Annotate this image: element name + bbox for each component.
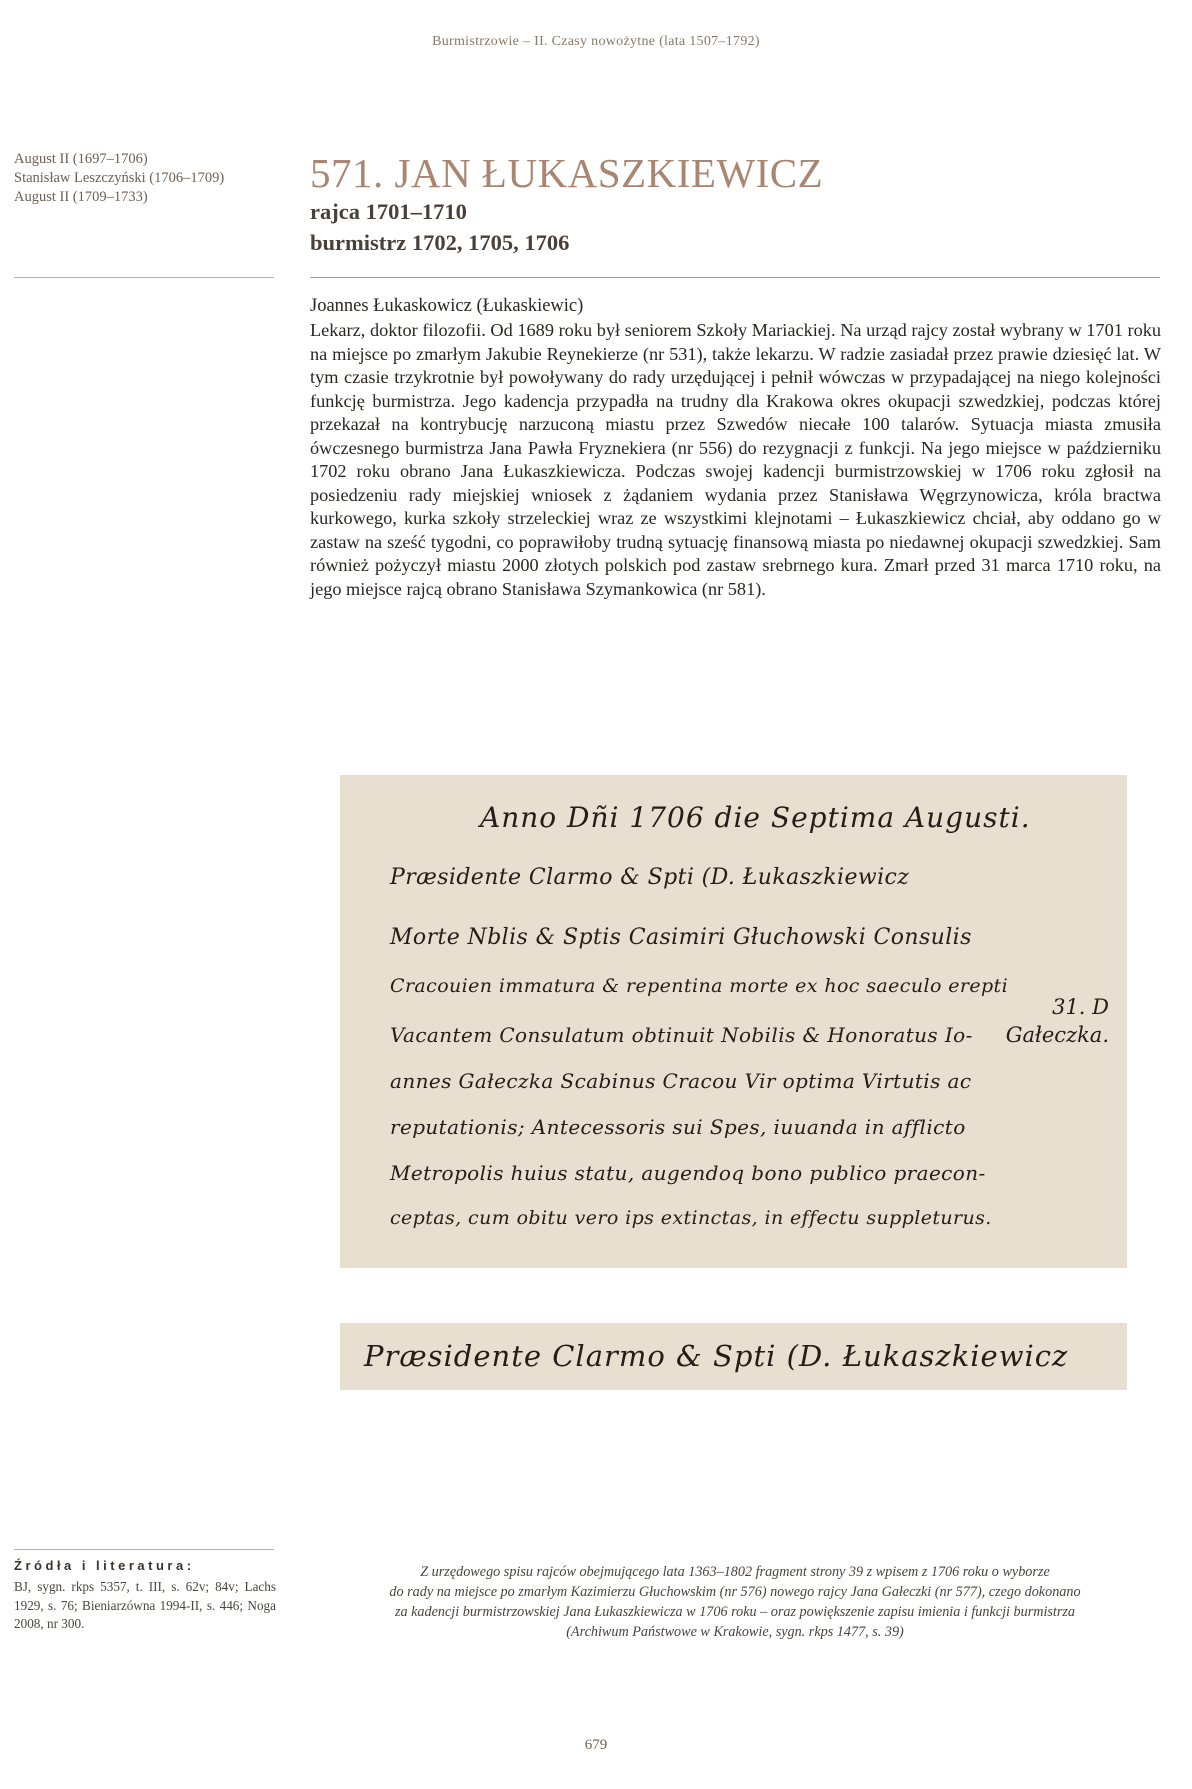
sources-heading: Źródła i literatura: bbox=[14, 1558, 195, 1573]
caption-line: do rady na miejsce po zmarłym Kazimierzu Głuchowskim (nr 576) nowego rajcy Jana Gałeczki (nr 577), czego dokonano bbox=[389, 1584, 1081, 1600]
biography-text: Lekarz, doktor filozofii. Od 1689 roku był seniorem Szkoły Mariackiej. Na urząd rajcy został wybrany w 1701 roku na miejsce po zmarłym Jakubie Reynekierze (nr 531), także lekarzu. W radzie zasiadał przez prawie dziesięć lat. W tym czasie trzykrotnie był powoływany do rady urzędującej i pełnił wówczas w przypadającej na niego kolejności funkcję burmistrza. Jego kadencja przypadła na trudny dla Krakowa okres okupacji szwedzkiej, podczas której przekazał na kontrybucję narzuconą miastu przez Szwedów niecałe 100 talarów. Sytuacja miasta zmusiła ówczesnego burmistrza Jana Pawła Fryznekiera (nr 556) do rezygnacji z funkcji. Na jego miejsce w październiku 1702 roku obrano Jana Łukaszkiewicza. Podczas swojej kadencji burmistrzowskiej w 1706 roku zgłosił na posiedzeniu rady miejskiej wniosek z żądaniem wydania przez Stanisława Węgrzynowicza, króla bractwa kurkowego, kurka szkoły strzeleckiej wraz ze wszystkimi klejnotami – Łukaszkiewicz chciał, aby oddano go w zastaw na sześć tygodni, co poprawiłoby trudną sytuację finansową miasta po niedawnej okupacji szwedzkiej. Sam również pożyczył miastu 2000 złotych polskich pod zastaw srebrnego kura. Zmarł przed 31 marca 1710 roku, na jego miejsce rajcą obrano Stanisława Szymankowica (nr 581). bbox=[310, 320, 1161, 599]
manuscript-line: Vacantem Consulatum obtinuit Nobilis & Honoratus Io- bbox=[390, 1023, 973, 1047]
margin-note-line: 31. D bbox=[1052, 995, 1109, 1019]
sources-text: BJ, sygn. rkps 5357, t. III, s. 62v; 84v; Lachs 1929, s. 76; Bieniarzówna 1994-II, s. 446; Noga 2008, nr 300. bbox=[14, 1579, 276, 1631]
page-number: 679 bbox=[584, 1737, 608, 1753]
reign-item: Stanisław Leszczyński (1706–1709) bbox=[14, 170, 225, 186]
entry-title: 571. JAN ŁUKASZKIEWICZ bbox=[310, 150, 824, 196]
manuscript-detail-line: Præsidente Clarmo & Spti (D. Łukaszkiewicz bbox=[364, 1339, 1069, 1373]
entry-role-councillor: rajca 1701–1710 bbox=[310, 199, 467, 224]
sources-divider bbox=[14, 1549, 274, 1550]
manuscript-line: Præsidente Clarmo & Spti (D. Łukaszkiewicz bbox=[390, 865, 910, 890]
manuscript-detail-image bbox=[340, 1323, 1127, 1390]
image-caption bbox=[320, 1562, 1150, 1642]
manuscript-line: Anno Dñi 1706 die Septima Augusti. bbox=[480, 801, 1031, 834]
entry-role-mayor: burmistrz 1702, 1705, 1706 bbox=[310, 230, 570, 255]
manuscript-line: Morte Nblis & Sptis Casimiri Głuchowski Consulis bbox=[390, 925, 972, 950]
manuscript-line: Cracouien immatura & repentina morte ex hoc saeculo erepti bbox=[390, 975, 1009, 997]
reign-item: August II (1697–1706) bbox=[14, 151, 148, 167]
margin-note-line: Gałeczka. bbox=[1005, 1023, 1109, 1047]
reign-list bbox=[14, 150, 276, 207]
reign-item: August II (1709–1733) bbox=[14, 189, 148, 205]
entry-body bbox=[310, 293, 1161, 601]
sidebar-divider bbox=[14, 277, 274, 278]
caption-line: Z urzędowego spisu rajców obejmującego lata 1363–1802 fragment strony 39 z wpisem z 1706 roku o wyborze bbox=[420, 1564, 1050, 1580]
header-divider bbox=[310, 277, 1160, 278]
manuscript-line: reputationis; Antecessoris sui Spes, iuuanda in afflicto bbox=[390, 1115, 966, 1139]
caption-line: (Archiwum Państwowe w Krakowie, sygn. rkps 1477, s. 39) bbox=[566, 1624, 904, 1640]
name-variant: Joannes Łukaskowicz (Łukaskiewic) bbox=[310, 296, 584, 316]
manuscript-line: Metropolis huius statu, augendoq bono publico praecon- bbox=[390, 1161, 986, 1185]
running-head: Burmistrzowie – II. Czasy nowożytne (lata 1507–1792) bbox=[432, 34, 760, 49]
caption-line: za kadencji burmistrzowskiej Jana Łukaszkiewicza w 1706 roku – oraz powiększenie zapisu imienia i funkcji burmistrza bbox=[394, 1604, 1076, 1620]
manuscript-line: annes Gałeczka Scabinus Cracou Vir optima Virtutis ac bbox=[390, 1069, 972, 1093]
manuscript-line: ceptas, cum obitu vero ips extinctas, in effectu suppleturus. bbox=[390, 1207, 992, 1229]
entry-header bbox=[310, 150, 1160, 258]
manuscript-image bbox=[340, 775, 1127, 1268]
manuscript-margin-note bbox=[1006, 993, 1109, 1049]
